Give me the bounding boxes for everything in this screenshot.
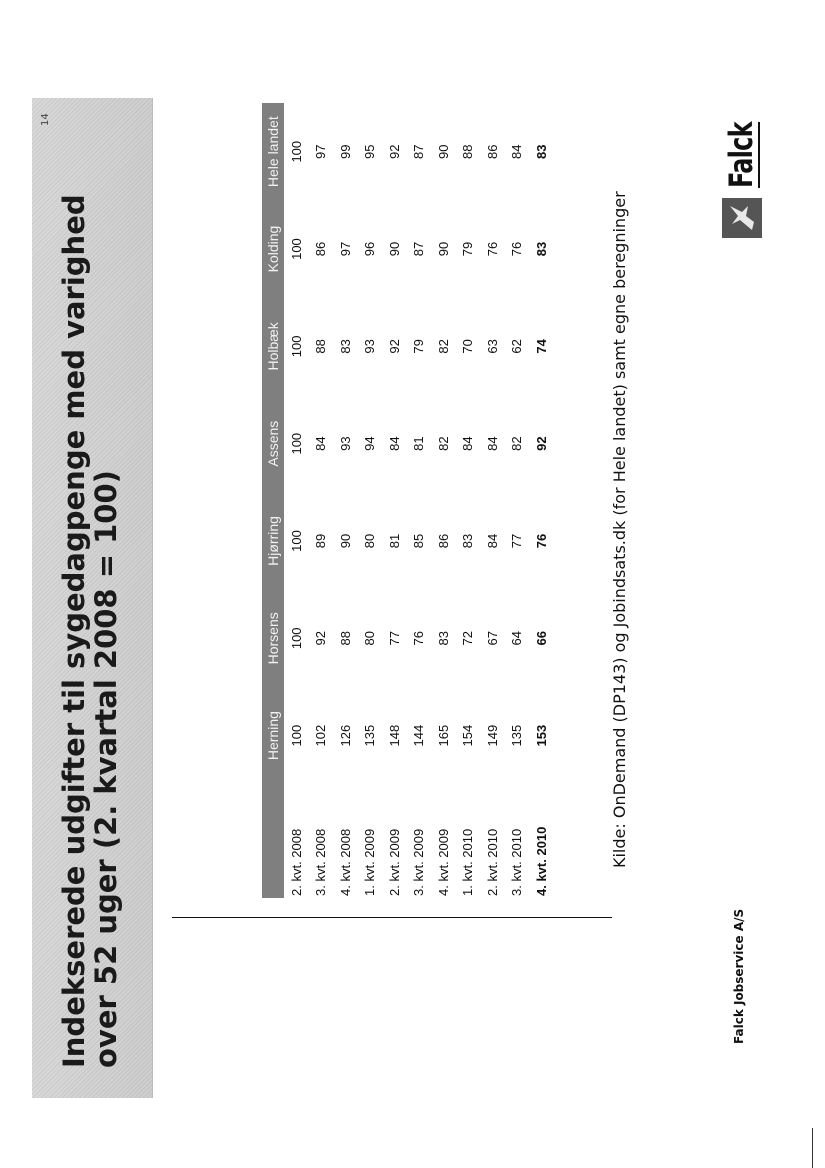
table-body: [284, 103, 554, 898]
table-row: [480, 103, 505, 898]
table-row: [382, 103, 407, 898]
left-rule: [172, 917, 612, 918]
table-cell: 84: [313, 436, 329, 451]
table-header-row: [262, 103, 284, 898]
table-cell: 90: [435, 241, 451, 257]
table-cell: 66: [533, 631, 549, 646]
table-cell: 63: [484, 339, 500, 354]
table-cell: 97: [337, 241, 353, 257]
table-cell: 90: [386, 241, 402, 257]
table-cell: 70: [460, 339, 476, 354]
page-number: 14: [40, 113, 51, 126]
table-cell: 84: [386, 436, 402, 451]
row-label: 3. kvt. 2008: [313, 828, 329, 896]
table-cell: 84: [460, 436, 476, 451]
table-cell: 88: [460, 144, 476, 159]
table-cell: 102: [313, 724, 329, 747]
table-cell: 79: [460, 241, 476, 257]
table-cell: 100: [288, 627, 304, 650]
table-cell: 149: [484, 724, 500, 747]
table-row: [407, 103, 432, 898]
table-cell: 79: [411, 339, 427, 354]
table-cell: 64: [509, 631, 525, 646]
table-cell: 74: [533, 339, 549, 354]
source-note: Kilde: OnDemand (DP143) og Jobindsats.dk (for Hele landet) samt egne beregninger: [610, 191, 629, 868]
table-cell: 144: [411, 724, 427, 747]
table-cell: 154: [460, 724, 476, 747]
table-cell: 95: [362, 144, 378, 159]
column-header: Herning: [262, 687, 284, 784]
table-row: [431, 103, 456, 898]
table-cell: 135: [362, 724, 378, 747]
row-label: 2. kvt. 2009: [386, 828, 402, 896]
table-cell: 86: [313, 241, 329, 257]
row-label: 2. kvt. 2010: [484, 828, 500, 896]
table-cell: 83: [337, 339, 353, 354]
row-label: 1. kvt. 2010: [460, 828, 476, 896]
table-cell: 81: [411, 436, 427, 451]
table-cell: 77: [509, 533, 525, 549]
table-cell: 97: [313, 144, 329, 159]
table-cell: 90: [435, 144, 451, 159]
table-row: [358, 103, 383, 898]
table-cell: 76: [509, 241, 525, 257]
table-cell: 83: [460, 533, 476, 549]
table-cell: 82: [435, 339, 451, 354]
column-header: Horsens: [262, 590, 284, 687]
table-cell: 88: [313, 339, 329, 354]
table-cell: 100: [288, 335, 304, 358]
table-cell: 62: [509, 339, 525, 354]
table-row: [456, 103, 481, 898]
table-cell: 88: [337, 631, 353, 646]
table-cell: 100: [288, 432, 304, 455]
table-cell: 72: [460, 631, 476, 646]
column-header: Kolding: [262, 200, 284, 297]
page-edge-line: [812, 1128, 813, 1168]
table-cell: 92: [533, 436, 549, 451]
table-cell: 94: [362, 436, 378, 451]
table-cell: 82: [435, 436, 451, 451]
table-cell: 84: [484, 533, 500, 549]
footer-company: Falck Jobservice A/S: [732, 908, 746, 1044]
row-label: 2. kvt. 2008: [288, 828, 304, 896]
slide: [32, 98, 792, 1098]
table-cell: 84: [509, 144, 525, 159]
row-label: 3. kvt. 2010: [509, 828, 525, 896]
table-cell: 89: [313, 533, 329, 549]
table-cell: 126: [337, 724, 353, 747]
table-row: [309, 103, 334, 898]
table-cell: 85: [411, 533, 427, 549]
table-cell: 77: [386, 631, 402, 646]
table-cell: 87: [411, 144, 427, 159]
brand-logo: [722, 100, 762, 238]
table-cell: 67: [484, 631, 500, 646]
table-cell: 76: [411, 631, 427, 646]
column-header: Hjørring: [262, 492, 284, 589]
table-row: [333, 103, 358, 898]
row-label: 1. kvt. 2009: [362, 828, 378, 896]
table-cell: 100: [288, 724, 304, 747]
table-cell: 92: [386, 339, 402, 354]
table-cell: 135: [509, 724, 525, 747]
table-cell: 76: [533, 533, 549, 549]
row-label: 4. kvt. 2009: [435, 828, 451, 896]
table-row: [529, 103, 554, 898]
row-label: 4. kvt. 2008: [337, 828, 353, 896]
data-table: [262, 103, 554, 898]
table-cell: 153: [533, 724, 549, 747]
table-cell: 81: [386, 533, 402, 549]
table-row: [505, 103, 530, 898]
table-cell: 90: [337, 533, 353, 549]
table-cell: 148: [386, 724, 402, 747]
table-cell: 84: [484, 436, 500, 451]
table-cell: 93: [362, 339, 378, 354]
table-cell: 92: [313, 631, 329, 646]
table-cell: 100: [288, 530, 304, 552]
table-row: [284, 103, 309, 898]
column-header: Holbæk: [262, 298, 284, 395]
row-label: 3. kvt. 2009: [411, 828, 427, 896]
table-cell: 83: [533, 241, 549, 257]
table-cell: 100: [288, 140, 304, 163]
table-cell: 92: [386, 144, 402, 159]
table-cell: 100: [288, 238, 304, 260]
column-header: [262, 784, 284, 898]
title-band: [32, 98, 153, 1098]
falck-bird-icon: [722, 198, 762, 238]
table-cell: 83: [533, 144, 549, 159]
row-label: 4. kvt. 2010: [533, 826, 549, 896]
table-cell: 80: [362, 533, 378, 549]
table-cell: 165: [435, 724, 451, 747]
table-cell: 82: [509, 436, 525, 451]
table-cell: 96: [362, 241, 378, 257]
table-cell: 83: [435, 631, 451, 646]
table-cell: 86: [484, 144, 500, 159]
table-cell: 87: [411, 241, 427, 257]
table-cell: 80: [362, 631, 378, 646]
brand-wordmark: Falck: [722, 122, 760, 188]
table-cell: 93: [337, 436, 353, 451]
table-cell: 76: [484, 241, 500, 257]
column-header: Hele landet: [262, 103, 284, 200]
slide-title: Indekserede udgifter til sygedagpenge med varighed over 52 uger (2. kvartal 2008 = 100): [57, 194, 123, 1068]
table-cell: 99: [337, 144, 353, 159]
table-cell: 86: [435, 533, 451, 549]
column-header: Assens: [262, 395, 284, 492]
